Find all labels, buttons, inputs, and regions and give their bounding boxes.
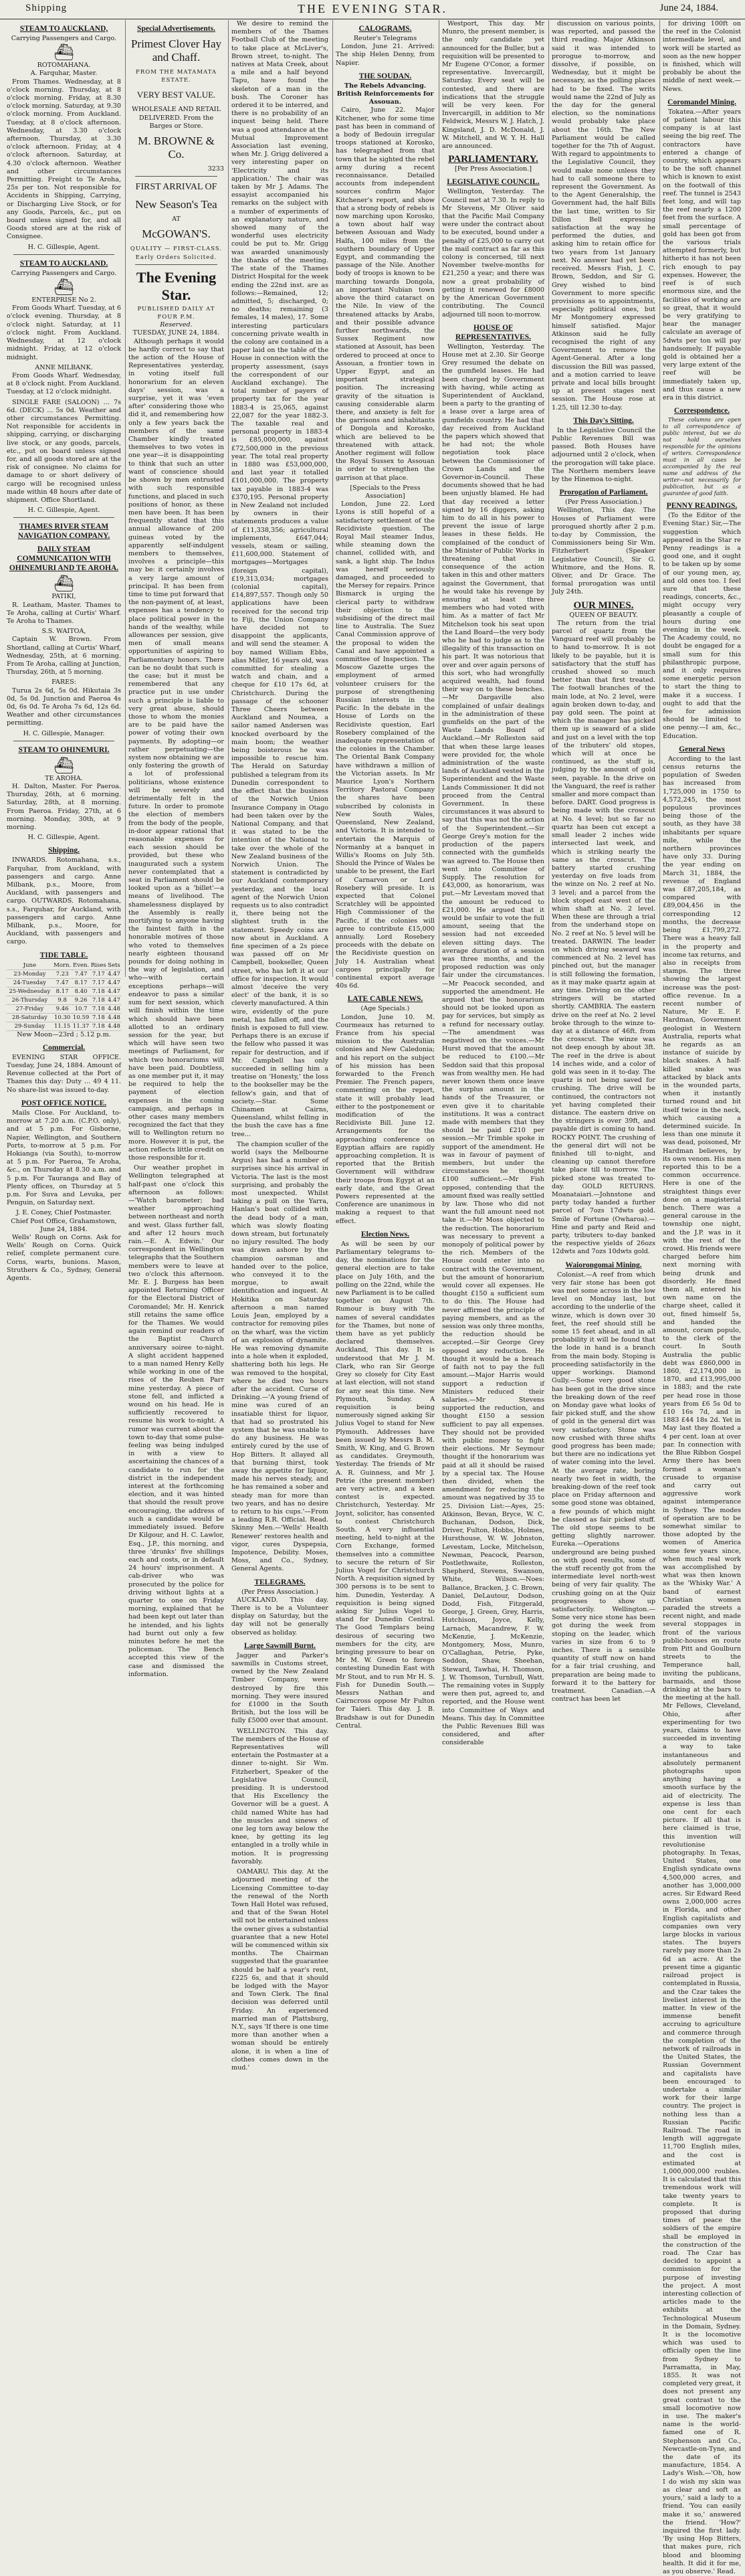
- ship-schedule: R. Leatham, Master. Thames to Te Aroha, calling at Curtis' Wharf. Te Aroha to Thames.: [7, 601, 121, 625]
- prorogation-source: (Per Press Association.): [564, 498, 643, 507]
- heading-tide-table: TIDE TABLE.: [39, 951, 88, 959]
- calograms-source: Reuter's Telegrams: [353, 35, 417, 42]
- ship-name: PATIKI,: [51, 593, 76, 601]
- tide-col-header: Rises: [90, 961, 106, 969]
- agent-signature: H. C. Gillespie, Agent.: [27, 834, 100, 842]
- commercial-report: EVENING STAR OFFICE. Tuesday, June 24, 1884. Amount of Revenue collected at the Port of Thames this day: Duty ... 49 4 11. No share-list was issued to-day.: [7, 1053, 121, 1094]
- divider: [13, 517, 114, 518]
- hay-ad-source: FROM THE MATAMATA ESTATE.: [135, 69, 217, 84]
- column-3: [231, 20, 333, 2072]
- shipping-arrivals: INWARDS. Rotomahana, s.s., Farquhar, from Auckland, with passengers and cargo. Anne Milbank, p.s., Moore, from Auckland, with passengers and cargo. OUTWARDS. Rotomahana, s.s., Farquhar, for Auckland, with passengers and cargo. Anne Milbank, p.s., Moore, for Auckland, with passengers and cargo.: [7, 856, 121, 946]
- tide-cell: 9.46: [53, 1004, 72, 1013]
- heading-shipping: Shipping.: [48, 846, 80, 855]
- heading-parliamentary: PARLIAMENTARY.: [448, 154, 538, 165]
- sawmill-story: Jagger and Parker's sawmills in Customs street, owned by the New Zealand Timber Company, were destroyed by fire this morning. They were insured for £1000 in the South British, but the loss will be fully £5000 over that amount.: [231, 1651, 328, 1725]
- heading-post-office: POST OFFICE NOTICE.: [21, 1099, 107, 1107]
- correspondence-note: These columns are open to all correspondence of public interest, but we do not hold ourselves responsible for the opinions of writers. Correspondence must in all cases be accompanied by the real name and address of the writer—not necessarily for publication, but as a guarantee of good faith.: [663, 417, 741, 497]
- ship-schedule: From Goods Wharf. Tuesday, at 6 o'clock evening. Thursday, at 8 o'clock night. Saturday, at 11 o'clock night. From Auckland. Wednesday, at 12 o'clock midnight. Friday, at 12 o'clock midnight.: [7, 304, 121, 361]
- ship-name: S.S. WAITOA,: [41, 628, 86, 636]
- tide-cell: 7.18: [90, 1013, 107, 1022]
- tide-cell: 7.18: [90, 1004, 107, 1013]
- mine-name: QUEEN OF BEAUTY.: [569, 611, 638, 619]
- sitting-report: In the Legislative Council the Public Revenues Bill was passed. Both Houses have adjourned until 2 o'clock, when the prorogation will take place. The Northern members leave by the Hinemoa to-night.: [552, 426, 655, 483]
- column-6: [552, 20, 660, 1704]
- heading-daily-steam: DAILY STEAM COMMUNICATION WITH OHINEMURI AND TE AROHA.: [9, 545, 119, 573]
- telegram-oamaru: OAMARU. This day. At the adjourned meeting of the Licensing Committee to-day the renewal of the North Town Hall Hotel was refused, and that of the Swan Hotel will not be entertained unless the owner gives a substantial guarantee that a new Hotel will be commenced within six months. The Chairman suggested that the guarantee should be half a year's rent, £225 6s, and that it should be lodged with the Mayor and Town Clerk. The final decision was deferred until Friday. An experienced married man of Plattsburg, N.Y., says 'If there is one time more than another when a woman should be entirely alone, it is when a line of clothes comes down in the mud.': [231, 1868, 328, 2072]
- heading-waiorongomai: Waiorongomai Mining.: [565, 1261, 642, 1269]
- steamship-icon: ⛴: [54, 43, 74, 62]
- leader-date: TUESDAY, JUNE 24, 1884.: [132, 329, 220, 337]
- ship-name: ENTERPRISE No 2.: [31, 296, 96, 304]
- fares-table: Turua 2s 6d, 5s 0d. Hikutaia 3s 0d, 5s 0d. Junction and Paeroa 4s 0d, 6s 0d. Te Aroha 7s 6d, 12s 6d. Weather and other circumstances permitting.: [7, 686, 121, 727]
- steamship-icon: ⛴: [54, 574, 74, 593]
- heading-general-news: General News: [679, 745, 725, 753]
- post-office-footer: Chief Post Office, Grahamstown, June 24, 1884.: [11, 1217, 117, 1233]
- column-7: [663, 20, 745, 2575]
- divider: [13, 254, 114, 255]
- heading-late-cable: LATE CABLE NEWS.: [347, 995, 423, 1004]
- heading-steam-auckland-2: STEAM TO AUCKLAND.: [19, 259, 108, 268]
- telegrams-source: (Per Press Association.): [241, 1588, 319, 1596]
- tide-cell: 7.23: [53, 970, 72, 978]
- agent-signature: H. C. Gillespie, Agent.: [27, 243, 100, 251]
- subheading: Carrying Passengers and Cargo.: [11, 269, 117, 277]
- tide-cell: 25-Wednesday: [7, 987, 53, 996]
- tide-col-header: Sets: [108, 961, 120, 969]
- tide-cell: 27-Friday: [7, 1004, 53, 1013]
- tide-cell: 4.48: [108, 1005, 120, 1012]
- tea-ad-title: New Season's Tea: [135, 198, 217, 211]
- tide-cell: 8.17: [53, 987, 72, 996]
- tide-cell: 4.47: [108, 996, 120, 1004]
- calogram-text: London, June 21. Arrived: The ship Helen Denny, from Napier.: [336, 43, 435, 67]
- fares-notice: SINGLE FARE (SALOON) ... 7s 6d. (DECK) ... 5s 0d. Weather and other circumstances Permitting. Not responsible for accidents in shipping, carrying, or discharging live stock, or any goods, parcels, etc., put on board unless signed for, and all goods stored are at the risk of consignee. No claims for damage to or short delivery of cargo will be recognised unless made within 48 hours after date of shipment. Office Shortland.: [7, 398, 121, 504]
- tide-row: [7, 1004, 121, 1013]
- legislative-council-report: Wellington, Yesterday. The Council met at 7.30. In reply to Mr Stevens, Mr Oliver said that the Pacific Mail Company were under the contract about to be executed, bound under a penalty of £25,000 to carry out the mail contract as far as this colony is concerned, till next November twelve-months for £21,250 a year; and there was now a great probability of getting it renewed for £8000 by the American Government contributing. The Council adjourned till noon to-morrow.: [442, 188, 544, 318]
- heading-coromandel: Coromandel Mining.: [667, 98, 736, 106]
- hay-ad-value: VERY BEST VALUE.: [136, 90, 216, 100]
- tide-row: [7, 970, 121, 978]
- late-cable-report: London, June 10. M. Courmeaux has returned to France from his special mission to the Australian colonies and New Caledonia; and his report on the subject of his mission has been forwarded to the French Premier. The French papers, commenting on the report, state it will probably lead either to the postponement or modification of the Recidiviste Bill. June 12. Arrangements for the approaching conference on Egyptian affairs are rapidly approaching completion. It is reported that the British Government will withdraw their troops from Egypt at an early date, and the Great Powers represented at the Conference are unanimous in making a request to that effect.: [336, 1013, 435, 1225]
- penny-readings-letter: (To the Editor of the Evening Star.) Sir,—The suggestion which appeared in the Star re Penny readings is a good one, and it ought to be taken up by some of our young men, ay, and old ones too. I feel sure that these readings, concerts, &c., might occupy very pleasantly a couple of hours during one evening in the week. The Academy could, no doubt be engaged for a small sum for this philanthropic purpose, and it only requires some energetic person to start the thing to make it a success. I ought to add that the fee for admission should be limited to one penny.—I am, &c., Education.: [663, 512, 741, 740]
- soudan-report: Cairo, June 22. Major Kitchener, who for some time past has been in command of a body of Bedouin irregular troops stationed at Korosko, has telegraphed from that town that he sighted the rebel army during a recent reconnaissance. Detailed accounts from independent sources confirm Major Kitchener's report, and show that a strong body of rebels is now marching upon Korosko, a town about half way between Assouan and Wady Halfa, 100 miles from the southern boundary of Upper Egypt, and commanding the passage of the Nile. Another body of troops is known to be marching towards Dongola, an important Nubian town above the third cataract on the Nile. In view of the threatened attacks by Arabs, and their possible advance further northwards, the Sussex Regiment now stationed at Assouit, has been ordered to proceed at once to Assouan, a frontier town in Upper Egypt, and an important strategical position. The increasing gravity of the situation is causing considerable alarm there, and anxiety is felt for the garrisons and inhabitants of Dongola and Korosko, which are believed to be threatened with attack. Another regiment will follow the Royal Sussex to Assouan in order to strengthen the garrison at that place.: [336, 106, 435, 482]
- tide-cell: 4.48: [108, 1022, 120, 1030]
- telegram-wellington: WELLINGTON. This day. The members of the House of Representatives will entertain the Postmaster at a dinner to-night. Sir Wm. Fitzherbert, Speaker of the Legislative Council, presiding. It is understood that His Excellency the Governor will be a guest. A child named White has had the muscles and sinews of one leg torn away below the knee, by getting its leg entangled in a trolly while in motion. It is progressing favorably.: [231, 1727, 328, 1865]
- ship-name: ANNE MILBANK.: [35, 363, 93, 371]
- ship-name: TE AROHA.: [45, 774, 83, 782]
- issue-date: June 24, 1884.: [659, 3, 718, 13]
- tea-ad-at: AT: [172, 215, 181, 223]
- house-report: Wellington, Yesterday. The House met at 2.30. Sir George Grey resumed the debate on the gumfield leases. He had been charged by Government with having, while acting as Superintendent of Auckland, been a party to the granting of a lease over a large area of gumfields country. He had that day received from Auckland the papers which showed that he had not; the whole negotiation took place between the Commissioner of Crown Lands and the Governor-in-Council. These documents showed that he had been unjustly blamed. He had that day received a letter signed by 16 diggers, asking him to do all in his power to prevent the issue of large leases in these fields. He complained of the conduct of the Minister of Public Works in threatening that in consequence of the action taken in this and other matters against the Government, that he would take his revenge by ensuring at least three members who had voted with him. As a matter of fact Mr Mitchelson took his seat upon the Land Board—the very body who he had to judge as to the illegality of this transaction on his part. It was notorious that over and over again persons of this sort, who had wrongfully acquired wealth, had found their way on to these benches.—Mr Dargaville also complained of unfair dealings in the administration of these gumfields on the part of the Waste Lands Board of Auckland.—Mr Rolleston said that when these large leases were provided for, the whole administration of the waste lands of Auckland vested in the Superintendent and the Waste Lands Commissioner. It did not proceed from the Central Government. In these circumstances it was absurd to say that this was not the action of the Superintendent.—Sir George Grey's motion for the production of the papers connected with the gumfields was agreed to. The House then went into Committee of Supply. The resolution for £43,000, as honorarium, was put.—Mr Levestam moved that the amount be reduced to £21,000. He argued that it would be unfair to vote the full amount, seeing that the session had not exceeded eleven sitting days. The average duration of a session was three months, and the proposed reduction was only fair under the circumstances.—Mr Peacock seconded, and supported the amendment. He argued that the honorarium should not be looked upon as pay for services, but simply as a refund for necessary outlay.—The amendment was negatived on the voices.—Mr Hurst moved that the amount be reduced to £100.—Mr Seddon said that this proposal was from wealthy men. He had never known them once leave the surplus amount in the hands of the Treasurer, or even give it to charitable institutions. It was a contract made with members that they should be paid £210 per session.—Mr Trimble spoke in support of the amendment. He was in favour of payment of members, but under the circumstances he thought £100 sufficient.—Mr Fish opposed, contending that the amount fixed was really settled by law. Those who did not want the full amount need not take it.—Mr Moss objected to the reduction. The honorarium was necessary to prevent a monopoly of political power by the rich. Members of the House could enter into no contract with the Government, but the amount of honorarium would cover all expenses. He thought £150 a sufficient sum to do this. The House had never affirmed the principle of paying members, and as the session was only three months, the reduction should be accepted.—Sir George Grey opposed any reduction. He thought it would be a breach of faith not to pay the full amount.—Major Harris would support a reduction if Ministers reduced their salaries.—Mr Stevens supported the reduction, and thought £150 a session sufficient to pay all expenses. They should not be provided with public money to fight their elections. Mr Seymour thought if the honorarium was paid at all it should be raised by a special tax. The House then divided, when the amendment for reducing the amount was negatived by 35 to 25. Division List:—Ayes, 25: Atkinson, Bevan, Bryce, W. C. Buchanan, Dodson, Dick, Driver, Fulton, Hobbs, Holmes, Hursthouse, W. W. Johnston, Levestam, Locke, Mitchelson, Newman, Peacock, Pearson, Postlethwaite, Rolleston, Shepherd, Stevens, Swanson, White, Wilson.—Noes: Ballance, Bracken, J. C. Brown, Daniel, DeLautour, Dodson, Dodd, Fish, Fitzgerald, George, J. Green, Grey, Harris, Hutchison, Joyce, Kelly, Larnach, Macandrew, F. W. McKenzie, J. McKenzie, Montgomery, Moss, Munro, O'Callaghan, Petrie, Pyke, Seddon, Shaw, Sheehan, Steward, Tawhai, H. Thomson, J. W. Thomson, Turnbull, Watt. The remaining votes in Supply were then put, agreed to, and reported, and the House went into Committee of Ways and Means. This day. In Committee the Public Revenues Bill was considered, and after considerable: [442, 343, 544, 1747]
- postmaster-signature: J. E. Coney, Chief Postmaster.: [16, 1209, 112, 1217]
- heading-calograms: CALOGRAMS.: [358, 25, 412, 33]
- mines-report: The return from the trial parcel of quartz from the Vanguard reef will probably be to hand to-morrow. It is not likely to be payable, but it is satisfactory that the stuff has crushed showed so much better than that first treated. The footwall branches of the main lode, at No. 2 level, were again broken down to-day, and pay gold seen. The point at which the manager has picked them up is seaward of a slide and just on a level with the top of the tributers' old stopes, which will at once be continued, as the stuff is, judging by the amount of gold seen, payable. In the drive on the Vanguard, the reef is rather smaller and more compact than before. DART. Good progress is being made with the crosscut at No. 4 level; but so far no quartz has been cut except a small leader 2 inches wide intersected last week, and which is striking nearly the same as the crosscut. The battery started crushing yesterday on five loads from the winze on No. 2 reef at No. 3 level; and a parcel from the block stoped east west of the whim shaft at No. 2 level. When these are through a trial from the underhand stope on No. 2 reef at No. 5 level will be treated. DARWIN. The leader on which driving seaward was commenced at No. 2 level has pinched out, but the manager is still following the formation, as it may make quartz again at any time. Driving on the other stringers will be started shortly. CAMBRIA. The eastern drive on the reef at No. 2 level broke through to the winze to-day at a distance of 46ft. from the crosscut. The winze was not deep enough by about 3ft. The reef in the drive is about 14 inches wide, and a color of gold was seen in it to-day. The quartz is not being saved for crushing. The drive will be continued, the contractors not yet having completed their distance. The eastern drive on the stringers is over 39ft, and payable dirt is coming to hand. ROCKY POINT. The crushing of the general dirt will not be finished till to-night, and cleaning up cannot therefore take place till to-morrow. The picked stone was treated to-day. GOLD RETURNS. Moanataiari.—Johnstone and party today handed a further parcel of 7ozs 17dwts gold. Smile of Fortune (Owharoa).—Hine and party and Reid and party, tributers to-day banked the respective yields of 26ozs 12dwts and 7ozs 10dwts gold.: [552, 619, 655, 1256]
- divider: [135, 176, 217, 177]
- tide-cell: 9.26: [72, 996, 90, 1004]
- tide-cell: 7.17: [90, 970, 107, 978]
- tide-cell: 26-Thursday: [7, 996, 53, 1004]
- steamship-icon: ⛴: [54, 755, 74, 775]
- tide-table: [7, 961, 121, 1031]
- section-label: Shipping: [25, 3, 68, 13]
- agent-signature: H. C. Gillespie, Manager.: [23, 729, 105, 737]
- tea-ad-first: FIRST ARRIVAL OF: [135, 182, 217, 193]
- tide-cell: 29-Sunday: [7, 1022, 53, 1030]
- tide-col-header: Even.: [72, 961, 90, 969]
- tea-ad-merchant: McGOWAN'S.: [142, 227, 211, 241]
- telegram-auckland: AUCKLAND. This day. There is to be a Volunteer display on Saturday, but the day will not be generally observed as holiday.: [231, 1596, 328, 1637]
- tide-cell: 7.47: [72, 970, 90, 978]
- tide-row: [7, 987, 121, 996]
- tide-cell: 11.15: [53, 1022, 72, 1030]
- heading-special-ads: Special Advertisements.: [137, 25, 215, 33]
- advertisement: Wells' Rough on Corns. Ask for Wells' Rough on Corns. Quick relief, complete permanent cure. Corns, warts, bunions. Mason, Struthers & Co., Sydney, General Agents.: [7, 1233, 121, 1282]
- tide-cell: 10.30: [53, 1013, 72, 1022]
- moon-phase: New Moon—23rd ; 5.12 p.m.: [17, 1030, 111, 1038]
- general-news: According to the last census returns the population of Sweden has increased from 1,725,000 in 1750 to 4,572,245, the most populous provinces being those of the south, as they have 38 inhabitants per square mile, while the northern provinces have only 33. During the year ending on March 31, 1884, the revenue of England was £87,205,184, as compared with £89,004,456 in the corresponding 12 months, the decrease being £1,799,272. There was a heavy fall in the property and income tax returns, and also in receipts from stamps. The three showing the largest increase was the post-office revenue. In a recent number of Nature, Mr E. F. Hardman, Government geologist in Western Australia, reports what he regards as an instance of suicide by black snakes. A half-killed snake was attacked by black ants in the wounded parts, when it instantly turned round and bit itself twice in the neck, which causing a determined suicide. In less than one minute it was dead, poisoned, Mr Hardman believes, by its own venom. His men reported this to be a common occurrence. Here is one of the straightest things ever done on a magisterial bench. There was a general carouse in the township one night, and the J.P. was in it with the rest of the crowd. His friends were charged before him next morning with being drunk and disorderly. He fined them all, entered his own name on the charge sheet, called it out, fined himself 5s, and handed the amount, coram populo, to the clerk of the court. In South Australia the public debt was £860,000 in 1860, £2,174,000 in 1870, and £13,995,000 in 1883; and the rate per head rose in those years from £6 5s 0d to £10 16s 7d, and in 1883 £44 18s 2d. Yet in May last they floated a 4 per cent. loan at over par. In connection with the Blue Ribbon Gospel Army there has been formed a woman's crusade to organise and carry out aggressive work against intemperance in Sydney. The modes of operation are to be somewhat similar to those adopted by the women of America some few years since, when much real work was accomplished by what was then known as the 'Whisky War.' A band of earnest Christian women paraded the streets a recent night, and made several stoppages in front of the various public-houses en route from Pitt and Goulburn streets to the Temperance hall, inviting the publicans, barmaids, and those drinking at the bars to the meeting at the hall. Mr Fellows, Cleveland, Ohio, after experimenting for two years, claims to have succeeded in inventing a way to take instantaneous and absolutely permanent photographs upon anything having a smooth surface by the aid of electricity. The expense is less than one cent for each picture. If all that is here claimed is true, this invention will revolutionise photography. In Texas, United States, one English syndicate owns 4,500,000 acres, and another has 3,000,000 acres. Sir Edward Reed owns 2,000,000 acres in Florida, and other English capitalists and companies own very large blocks in various states. The buyers rarely pay more than 2s 6d an acre. At the present time a gigantic railroad project is contemplated in Russia, and the Czar takes the liveliest interest in the matter. In view of the immense benefit accruing to agriculture and commerce through the completion of the network of railroads in the United States, the Russian Government and capitalists have been encouraged to undertake a similar work for their large country. The project is nothing less than a Russian Pacific Railroad. The road in length will aggregate 11,700 English miles, and the cost is estimated at 1,000,000,000 roubles. It is calculated that this tremendous work will take twenty years to complete. It is proposed that during times of peace the soldiers of the empire shall be employed in the construction of the road. The Czar has decided to appoint a commission for the purpose of investing the project. A most interesting collection of articles made to the exhibits at the Technological Museum in the Domain, Sydney. It is the locomotive which was used to officially open the line from Sydney to Parramatta, in May, 1855. It was not completed very great, it does not present any great contrast to the small locomotive now in use. The maker's name is the world-famed one of R. Stephenson and Co., Newcastle-on-Tyne, and the date of its manufacture, 1854. A Lady's Wish.—'Oh, how I do wish my skin was as clear and soft as yours,' said a lady to a friend. 'You can easily make it so,' answered the friend. 'How?' inquired the first lady. 'By using Hop Bitters, that makes pure, rich blood and blooming health. It did it for me, as you observe.' Read.: [663, 755, 742, 2575]
- column-5: [442, 20, 549, 1747]
- divider: [135, 264, 217, 265]
- ship-schedule: From Goods Wharf. Wednesday, at 8 o'clock night. From Auckland. Tuesday, at 12 o'clock midnight.: [7, 371, 121, 396]
- tide-cell: 10.7: [72, 1004, 90, 1013]
- masthead: [0, 0, 745, 19]
- ship-name: ROTOMAHANA.: [37, 62, 91, 70]
- post-office-notice: Mails Close. For Auckland, to-morrow at 7.20 a.m. (C.P.O. only), and at 5 p.m. For Gisborne, Napier, Wellington, and Southern Ports, to-morrow at 5 p.m. For Hokianga (via South), to-morrow at 5 p.m. For Paeroa, Te Aroha, &c., on Thursday at 8.30 a.m. and 5 p.m. For Tauranga and Bay of Plenty offices, on Thursday at 5 p.m. For Suva and Levuka, per Penguin, on Saturday next.: [7, 1109, 121, 1207]
- tea-ad-quality: QUALITY — FIRST-CLASS. Early Orders Solicited.: [130, 246, 223, 261]
- paper-nameplate: The Evening Star.: [136, 268, 217, 303]
- tide-cell: 8.17: [72, 978, 90, 987]
- tide-col-header: Morn.: [54, 961, 72, 969]
- ship-schedule: From Thames. Wednesday, at 8 o'clock morning. Thursday, at 8 o'clock morning. Friday, at 8.30 o'clock morning. Saturday, at 9.30 o'clock morning. From Auckland. Tuesday, at 8 o'clock afternoon. Wednesday, at 3.30 o'clock afternoon. Thursday, at 3.30 o'clock afternoon. Friday, at 4 o'clock afternoon. Saturday, at 4.30 o'clock afternoon. Weather and other circumstances Permitting. Freight to Te Aroha, 25s per ton. Not responsible for Accidents in Shipping, Carrying, or Discharging Live Stock, or for any Goods, Parcels, &c., put on board unless signed for, and all Goods stored are at the risk of Consignee.: [7, 78, 121, 241]
- paper-publish-note: PUBLISHED DAILY AT FOUR P.M.: [137, 305, 215, 321]
- tide-cell: 7.18: [90, 987, 107, 996]
- subheading: Carrying Passengers and Cargo.: [11, 35, 117, 42]
- tide-row: [7, 996, 121, 1004]
- heading-penny-readings: PENNY READINGS.: [666, 502, 738, 511]
- tide-row: [7, 978, 121, 987]
- ship-schedule: Captain W. Brown. From Shortland, calling at Curtis' Wharf, Wednesday, 25th, at 6 morning. From Te Aroha, calling at Junction, Thursday, 26th, at 5 morning.: [7, 636, 121, 676]
- column-2: [128, 20, 229, 1678]
- column-1: [7, 20, 126, 1282]
- tide-header-row: [7, 961, 121, 970]
- tide-cell: 4.48: [108, 1014, 120, 1021]
- heading-sawmill: Large Sawmill Burnt.: [243, 1641, 316, 1650]
- tide-cell: 8.40: [72, 987, 90, 996]
- heading-correspondence: Correspondence.: [673, 407, 730, 416]
- heading-our-mines: OUR MINES.: [573, 600, 634, 611]
- tide-cell: 28-Saturday: [7, 1013, 53, 1022]
- steamship-icon: ⛴: [54, 278, 74, 297]
- wholesale-note: WHOLESALE AND RETAIL DELIVERED. From the Barges or Store.: [132, 106, 221, 130]
- waiorongomai-report: Colonist.—A reef from which very fair stone has been got was met some across in the low level on Monday last, but according to the underlie of the winze, which is down over 30 feet, the reef should still be some 15 feet ahead, and in all probability it will be found that the lode in hand is a branch from the main body. Stoping is proceeding satisfactorily in the upper workings. Diamond Gully.—Some very good stone has been got in the drive since the breaking down of the reef on Monday gave what looks of fair picked stuff, and the show of gold in the general dirt was very satisfactory. Stone was now crushed with three shifts good progress has been made; but there are no indications yet of water coming into the level. At the average rate, boring nearly two feet in width, the breaking-down of the reef took place on Friday afternoon and some good stone was obtained, a few pounds of which might be classed as fair picked stuff. The old stope seems to be getting slightly narrower. Eureka.—Operations underground are being pushed on with good results, some of the stuff recently got from the intermediate level north-west being of very fair quality. The crushing going on at the Quiz progresses to show up satisfactorily. Wellington.—Some very nice stone has been got during the week from stoping on the leader, which varies in size from 6 to 9 inches. There is a sensible quantity of stuff now on hand for a fair trial crushing, and preparation are being made to forward it to the battery for treatment. Canadian.—A contract has been let: [552, 1271, 655, 1704]
- tide-cell: 9.8: [53, 996, 72, 1004]
- ship-master: A. Farquhar, Master.: [30, 70, 98, 78]
- newspaper-title: THE EVENING STAR.: [297, 2, 448, 15]
- coromandel-report: Tokatea.—After years of patient labour this company is at last seeing the big reef. The contractors have entered a change of country, which appears to be the soft channel which is known to exist on the footwall of this reef. The tunnel is 2543 feet long, and will tap the reef nearly a 1200 feet from the surface. A small percentage of gold has been got from the various trials attempted formerly, but hitherto it has not been rich enough to pay expenses. However, the reef is of such enormous size, and the facilities of working are so great, that it would be very gratifying to hear the manager calculate an average of 5dwts per ton will pay handsomely. If payable gold is obtained her a very large extent of the reef will be immediately taken up, and thus cause a new era in this district.: [663, 108, 741, 401]
- ship-schedule: H. Dalton, Master. For Paeroa. Thursday, 26th, at 6 morning. Saturday, 28th, at 8 morning. From Paeroa. Friday, 27th, at 6 morning. Monday, 30th, at 9 morning.: [7, 783, 121, 832]
- fares-heading: FARES:: [51, 678, 76, 686]
- tide-cell: 4.47: [108, 988, 120, 995]
- tide-row: [7, 1013, 121, 1022]
- column-4: [336, 20, 439, 1730]
- election-report: As will be seen by our Parliamentary telegrams to-day, the nominations for the general election are to take place on July 16th, and the polling on the 22nd, while the new Parliament is to be called together on August 7th. Rumour is busy with the names of several candidates for the Thames, but none of them have as yet publicly declared themselves. Auckland, This day. It is understood that Mr J. M. Clark, who ran Sir George Grey so closely for City East at last election, will not stand for any seat this time. New Plymouth, Sunday. A requisition is being numerously signed asking Sir Julius Vogel to stand for New Plymouth. Addresses have been issued by Messrs B. M. Smith, W. King, and G. Brown as candidates. Greymouth, Yesterday. The friends of Mr A. R. Guinness, and Mr J. Petrie (the present member) are very active, and a keen contest is expected. Christchurch, Yesterday. Mr Joynt, solicitor, has consented to contest Christchurch South. A very influential meeting, held to-night at the Corn Exchange, formed themselves into a committee to secure the return of Sir Julius Vogel for Christchurch North. A requisition signed by 300 persons is to be sent to him. Dunedin, Yesterday. A requisition is being signed asking Sir Julius Vogel to stand for Dunedin Central. The Good Templars being desirous of securing two members for the city, are bringing pressure to bear on Mr M. W. Green to forego contesting Dunedin East with Mr Stout, and to run Mr H. S. Fish for Dunedin South.—Messrs Nathan and Cairncross oppose Mr Fulton for Taieri. This day. J. B. Bradshaw is out for Dunedin Central.: [336, 1240, 435, 1730]
- heading-election: Election News.: [360, 1230, 410, 1238]
- tide-cell: 24-Tuesday: [7, 978, 53, 987]
- heading-days-sitting: This Day's Sitting.: [573, 416, 634, 425]
- tide-cell: 7.18: [90, 1022, 107, 1030]
- heading-soudan: THE SOUDAN.: [358, 72, 412, 80]
- tide-cell: 7.18: [90, 996, 107, 1004]
- heading-house-of-representatives: HOUSE OF REPRESENTATIVES.: [455, 323, 531, 341]
- local-news: Our weather prophet in Wellington telegraphed at half-past one o'clock this afternoon as follows:—'Watch barometer; bad weather approaching between northeast and north and west. Glass further fall, and after 12 hours much rain.—E. A. Edwin.' Our correspondent in Wellington telegraphs that the Southern members were to leave at two o'clock this afternoon. Mr. E. J. Burgess has been appointed Returning Officer for the Electoral District of Coromandel; Mr. H. Kenrick still retains the same office for the Thames. We would again remind our readers of the Baptist Church anniversary soiree to-night. A slight accident happened to a man named Henry Kelly while working in one of the rises of the Reuben Parr mine yesterday. A piece of stone fell, and inflicted a wound on his head. He is sufficiently recovered to resume his work to-night. A rumor was current about the town to-day that some pulse-feeling was being indulged in with a view to ascertaining the chances of a candidate to run for the district in the independent interest at the forthcoming election, and it was hinted that should the result prove encouraging, the address of such a candidate would be immediately issued. Before Dr Kilgour, and H. C. Lawlor, Esq., J.P., this morning, and three 'drunks' five shillings each and costs, or in default 24 hours' imprisonment. A cab-driver who was prosecuted by the police for driving without lights at a quarter to one on Friday morning, explained that he had been kept out later than he intended, and his lights had burnt out only a few minutes before he met the policeman. The Bench accepted this view of the case and dismissed the information.: [128, 1164, 224, 1678]
- heading-legislative-council: LEGISLATIVE COUNCIL.: [447, 178, 540, 187]
- heading-steam-auckland-1: STEAM TO AUCKLAND,: [19, 25, 108, 33]
- heading-river-navigation: THAMES RIVER STEAM NAVIGATION COMPANY.: [17, 523, 110, 541]
- tide-cell: 4.47: [108, 979, 120, 986]
- tide-col-header: June: [7, 961, 53, 970]
- heading-steam-ohinemuri: STEAM TO OHINEMURI.: [18, 745, 110, 754]
- house-report-continued: discussion on various points, was reported, and passed the third reading. Major Atkinson said it was intended to prorogue to-morrow, and dissolve, if possible, on Wednesday, but it might be necessary, as the polling places had to be fixed. The writs would name the 22nd of July as the day for the general election, so the nominations would probably take place about the 16th. The New Parliament would be called together for the 7th of August. With regard to appointments to the Legislative Council, they would make none unless they had to call someone there to represent the Government. As to the Agent Generalship, the Government had, the half Bills the last time, written to Sir Dillon Bell expressing satisfaction at the way he performed the duties, and asking him to retain office for two years from 1st January next. No answer had yet been received. Messrs Fish, J. C. Brown, Seddon, and Sir G. Grey wished to bind Government to more specific provisions as to appointments, especially political ones, but Mr Montgomery expressed himself satisfied. Major Atkinson said he fully recognised the right of any Government to remove the Agent-General. After a long discussion the Bill was passed, and a motion carried to leave private and local bills brought up at present stages next session. The House rose at 1.25, till 12.30 to-day.: [552, 20, 655, 411]
- heading-commercial: Commercial.: [42, 1043, 86, 1052]
- agent-signature: H. C. Gillespie, Agent.: [27, 507, 100, 515]
- specials-report: London, June 22. Lord Lyons is still hopeful of a satisfactory settlement of the Recidiviste question. The Royal Mail steamer Indus, while steaming down the channel, collided with, and sank, a light ship. The Indus was herself seriously damaged, and proceeded to the Mersey for repairs. Prince Bismarck is urging the clerical party to withdraw their objection to the subsidising of the direct mail line to Australia. The Suez Canal Commission approve of the proposal to widen the Canal and have appointed a committee of Inspection. The Moscow Gazette urges the employment of armed volunteer cruisers for the purpose of strengthening Russian interests in the Pacific. In the debate in the House of Lords on the Recidiviste question, Earl Rosebery complained of the inadequate representation of the colonies in the Chamber. The Oriental Bank Company have withdrawn a million of the Victorian assets. In Mr Maurice Lyon's Northern Territory Pastoral Company the shares have been subscribed by colonists in New South Wales, Queensland, New Zealand, and Victoria. It is intended to entertain the Marquis of Normanby at a banquet in Willis's Rooms on July 5th. Should the Prince of Wales be unable to be present, the Earl of Carnarvon or Lord Rosebery will preside. It is expected that Colonel Scratchley will be appointed High Commissioner of the Pacific, if the colonies will agree to contribute £15,000 annually. Lord Rosebery proceeds with the debate on the Recidiviste question on July 14. Australian wheat cargoes principally for continental export average 40s 6d.: [336, 500, 435, 990]
- reserved-note: Reserved.: [160, 321, 193, 329]
- tide-cell: 7.17: [90, 978, 107, 987]
- prorogation-report: Wellington, This day. The Houses of Parliament were prorogued shortly after 2 p.m. to-day by Commission, the Commissioners being Sir Wm. Fitzherbert (Speaker Legislative Council), Sir G. Whitmore, and the Hons. R. Oliver, and Dr Grace. The formal prorogation was until July 24th.: [552, 507, 655, 596]
- specials-note: [Specials to the Press Association]: [350, 484, 421, 500]
- leader-article: Although perhaps it would be hardly correct to say that the action of the House of Representatives yesterday, in voting itself full honorarium for an eleven days' session, was a surprise, yet it was 'even after' considering those who did it, and remembering how only a few years back the members of the same Chamber kindly treated themselves to two votes in one year—it is disappointing to think that such an utter want of conscience should be shown by men entrusted with such responsible functions, and placed in such positions of honor, as these men have been. It has been frequently stated that this annual allowance of 200 guineas voted by the apparently self-indulgent members to themselves, involves a principle—this may be: it certainly involves a very large amount of principal. It has been from time to time put forward that the non-payment of, at least, expenses has a tendency to place political power in the hands of the wealthy, while allowances per session, give men of small means opportunities of aspiring to Parliamentary honors. There can be no doubt that such is the case; but it must be remembered that any practice put in use under such a principle is liable to very great abuse, should those to whom the monies are to be paid have the power of voting their own payments. By adopting—or rather perpetuating—the system now obtaining we are only fostering the growth of a lot of professional politicians, whose existence will be severely and detrimentally felt in the future. In order to promote the election of members from the body of the people, in-door appear rational that reasonable expenses for each session should be provided, but these who inaugurated such a system never contemplated that a seat in Parliament should be looked upon as a 'billet'—a means of livelihood. The shamelessness displayed by the Assembly is really mortifying to anyone having the faintest faith in the honorable motives of those who voted to themselves nearly eighteen thousand pounds for doing nothing in the way of legislation, and who—with certain exceptions perhaps—will endeavor to pass a similar sum for next session, which will finish within the time which should have been allotted to an ordinary session for the year, but which will have seen two meetings of Parliament, for which two honorariums will have been paid. Doubtless, as one member put it, it may be required to help the payment of election expenses in the coming campaign, and perhaps in other cases many members recognized the fact that they will to Wellington return no more. However it is put, the action reflects little credit on those responsible for it.: [128, 337, 224, 1162]
- late-cable-source: (Age Specials.): [360, 1005, 410, 1013]
- tide-cell: 4.47: [108, 970, 120, 978]
- parliamentary-source: [Per Press Association.]: [454, 165, 532, 173]
- tide-cell: 23-Monday: [7, 970, 53, 978]
- hay-ad-title: Primest Clover Hay and Chaff.: [130, 37, 222, 64]
- heading-prorogation: Prorogation of Parliament.: [559, 488, 648, 497]
- tide-cell: 7.47: [53, 978, 72, 987]
- tide-cell: 11.37: [72, 1022, 90, 1030]
- tide-row: [7, 1022, 121, 1030]
- mines-report-continued: for driving 100ft on the reef in the Colonist intermediate level, and work will be started as soon as the new hopper is finished, which will probably be about the middle of next week.—News.: [663, 20, 741, 93]
- tide-cell: 10.59: [72, 1014, 90, 1021]
- local-news: We desire to remind the members of the Thames Football Club of the meeting to take place at McLiver's, Brown street, to-night. The natives at Mata Creek, about a mile and a half beyond Tapu, have found the skeleton of a man in the bush. The Coroner has ordered it to be interred, and there is no probability of an inquest being held. There was a good attendance at the Mutual Improvement Association last evening, when Mr. J. Grigg delivered a very interesting paper on 'Electricity and its application.' The chair was taken by Mr J. Adams. The essayist accompanied his remarks on the subject with a number of experiments of an explanatory nature, and showed many of the wonderful uses electricity could be put to. Mr. Grigg was awarded unanimously the thanks of the meeting. The state of the Thames District Hospital for the week ending the 22nd inst. are as follows:—Remained, 12; admitted, 5; discharged, 0; no deaths; remaining (3 females, 14 males), 17. Some interesting particulars concerning private wealth in the colony are contained in a paper laid on the table of the House in connection with the property assessment, (says the correspondent of our Auckland exchange). The total number of payers of property tax for the year 1883-4 is 25,065, against 22,087 for the year 1882-3. The taxable real and personal property in 1883-4 is £85,000,000, against £72,500,000 in the previous year. The total real property in 1880 was £53,000,000, and last year it totalled £101,000,000. The property tax payable in 1883-4 was £370,195. Personal property in New Zealand not included by owners in their statements produces a value of £11,338,356; agricultural implements, £647,044; vessels, steam or sailing, £11,600,000. Statement of mortgages—Mortgages (foreign capital), £19,313,034; mortgages (colonial capital), £14,897,557. Though only 50 applications have been received for the second trip to Fiji, the Union Company have decided not to disappoint the applicants, and will send the steamer. A boy named William Ebbs, alias Miller, 16 years old, was committed for stealing a watch and chain, and a cheque for £10 17s 6d, at Christchurch. During the passage of the schooner Three Cheers between Auckland and Noumea, a sailor named Andersen was knocked overboard by the main boom; the weather being boisterous he was impossible to rescue him. The Herald on Saturday published a telegram from its Dunedin correspondent to the effect that the business of the Norwich Union Insurance Company in Otago had been taken over by the National Company, and that it was stated to be the intention of the National to take over the whole of the New Zealand business of the Norwich Union. The statement is contradicted by our Auckland contemporary yesterday, and the local agent of the Norwich Union requests us to also contradict it, there being not the slightest truth in the statement. Speedy coins are now about in Auckland. A fine specimen of a 2s piece was passed off on Mr Campbell, bookseller, Queen street, who has left it at our office for inspection. It would almost 'deceive the very elect' of the bank, it is so cleverly manufactured. A thin wire, evidently of the pure metal, has fallen off, and the finish is exposed to full view. Perhaps there is an excuse if the fellow who passed it was repair for destruction, and if Mr. Campbell has only succeeded in selling him a treatise on 'Honesty,' the loss to the bookseller may be the fellow's gain, and that of society.—Star. Some Chinamen at Cairns, Queensland, whilst felling in the bush the cave has a fine tree...: [231, 20, 328, 1138]
- election-report-continued: Westport, This day. Mr Munro, the present member, is the only candidate yet announced for the Buller, but a requisition will be presented to Mr Eugene O'Conor, a former representative. Invercargill, Saturday. Every seat will be contested, and there are indications that the struggle will be very keen. For Invercargill, in addition to Mr Feldwick, Messrs W. J. Hatch, J. Kingsland, J. D. McDonald, J. W. Mitchell, and W. Y. H. Hall are announced.: [442, 20, 544, 151]
- advertiser-name: M. BROWNE & Co.: [138, 134, 215, 161]
- soudan-subheading: The Rebels Advancing. British Reinforcements for Assouan.: [336, 82, 434, 106]
- local-news: The champion sculler of the world (says the Melbourne Argus) has had a number of surprises since his arrival in Victoria. The last is the most surprising, and probably the most unexpected. Whilst taking a pull on the Yarra, Hanlan's boat collided with the dead body of a man, which was slowly floating down stream, but fortunately no injury resulted. The body was drawn ashore by the champion oarsman and handed over to the police, who conveyed it to the morgue, to await identification and inquest. At Hokitika on Saturday afternoon a man named Louis Jean, employed by a contractor for removing piles on the wharf, was the victim of an explosion of dynamite. He was removing dynamite into a hole when it exploded, shattering both his legs. He was removed to the hospital, where he died two hours after the accident. Curse of Drinking.—'A young friend of mine was cured of an insatiable thirst for liquor, that had so prostrated his system that he was unable to do any business. He was entirely cured by the use of Hop Bitters. It allayed all that burning thirst, took away the appetite for liquor, made his nerves steady, and he has remained a sober and steady man for more than two years, and has no desire to return to his cups.'—From a leading R.R. Official. Read. Skinny Men.—'Wells' Health Renewer' restores health and vigor, cures Dyspepsia, Impotence, Debility. Moses, Moss, and Co., Sydney, General Agents.: [231, 1140, 328, 1573]
- heading-telegrams: TELEGRAMS.: [254, 1578, 306, 1586]
- ad-number: 3233: [207, 165, 224, 173]
